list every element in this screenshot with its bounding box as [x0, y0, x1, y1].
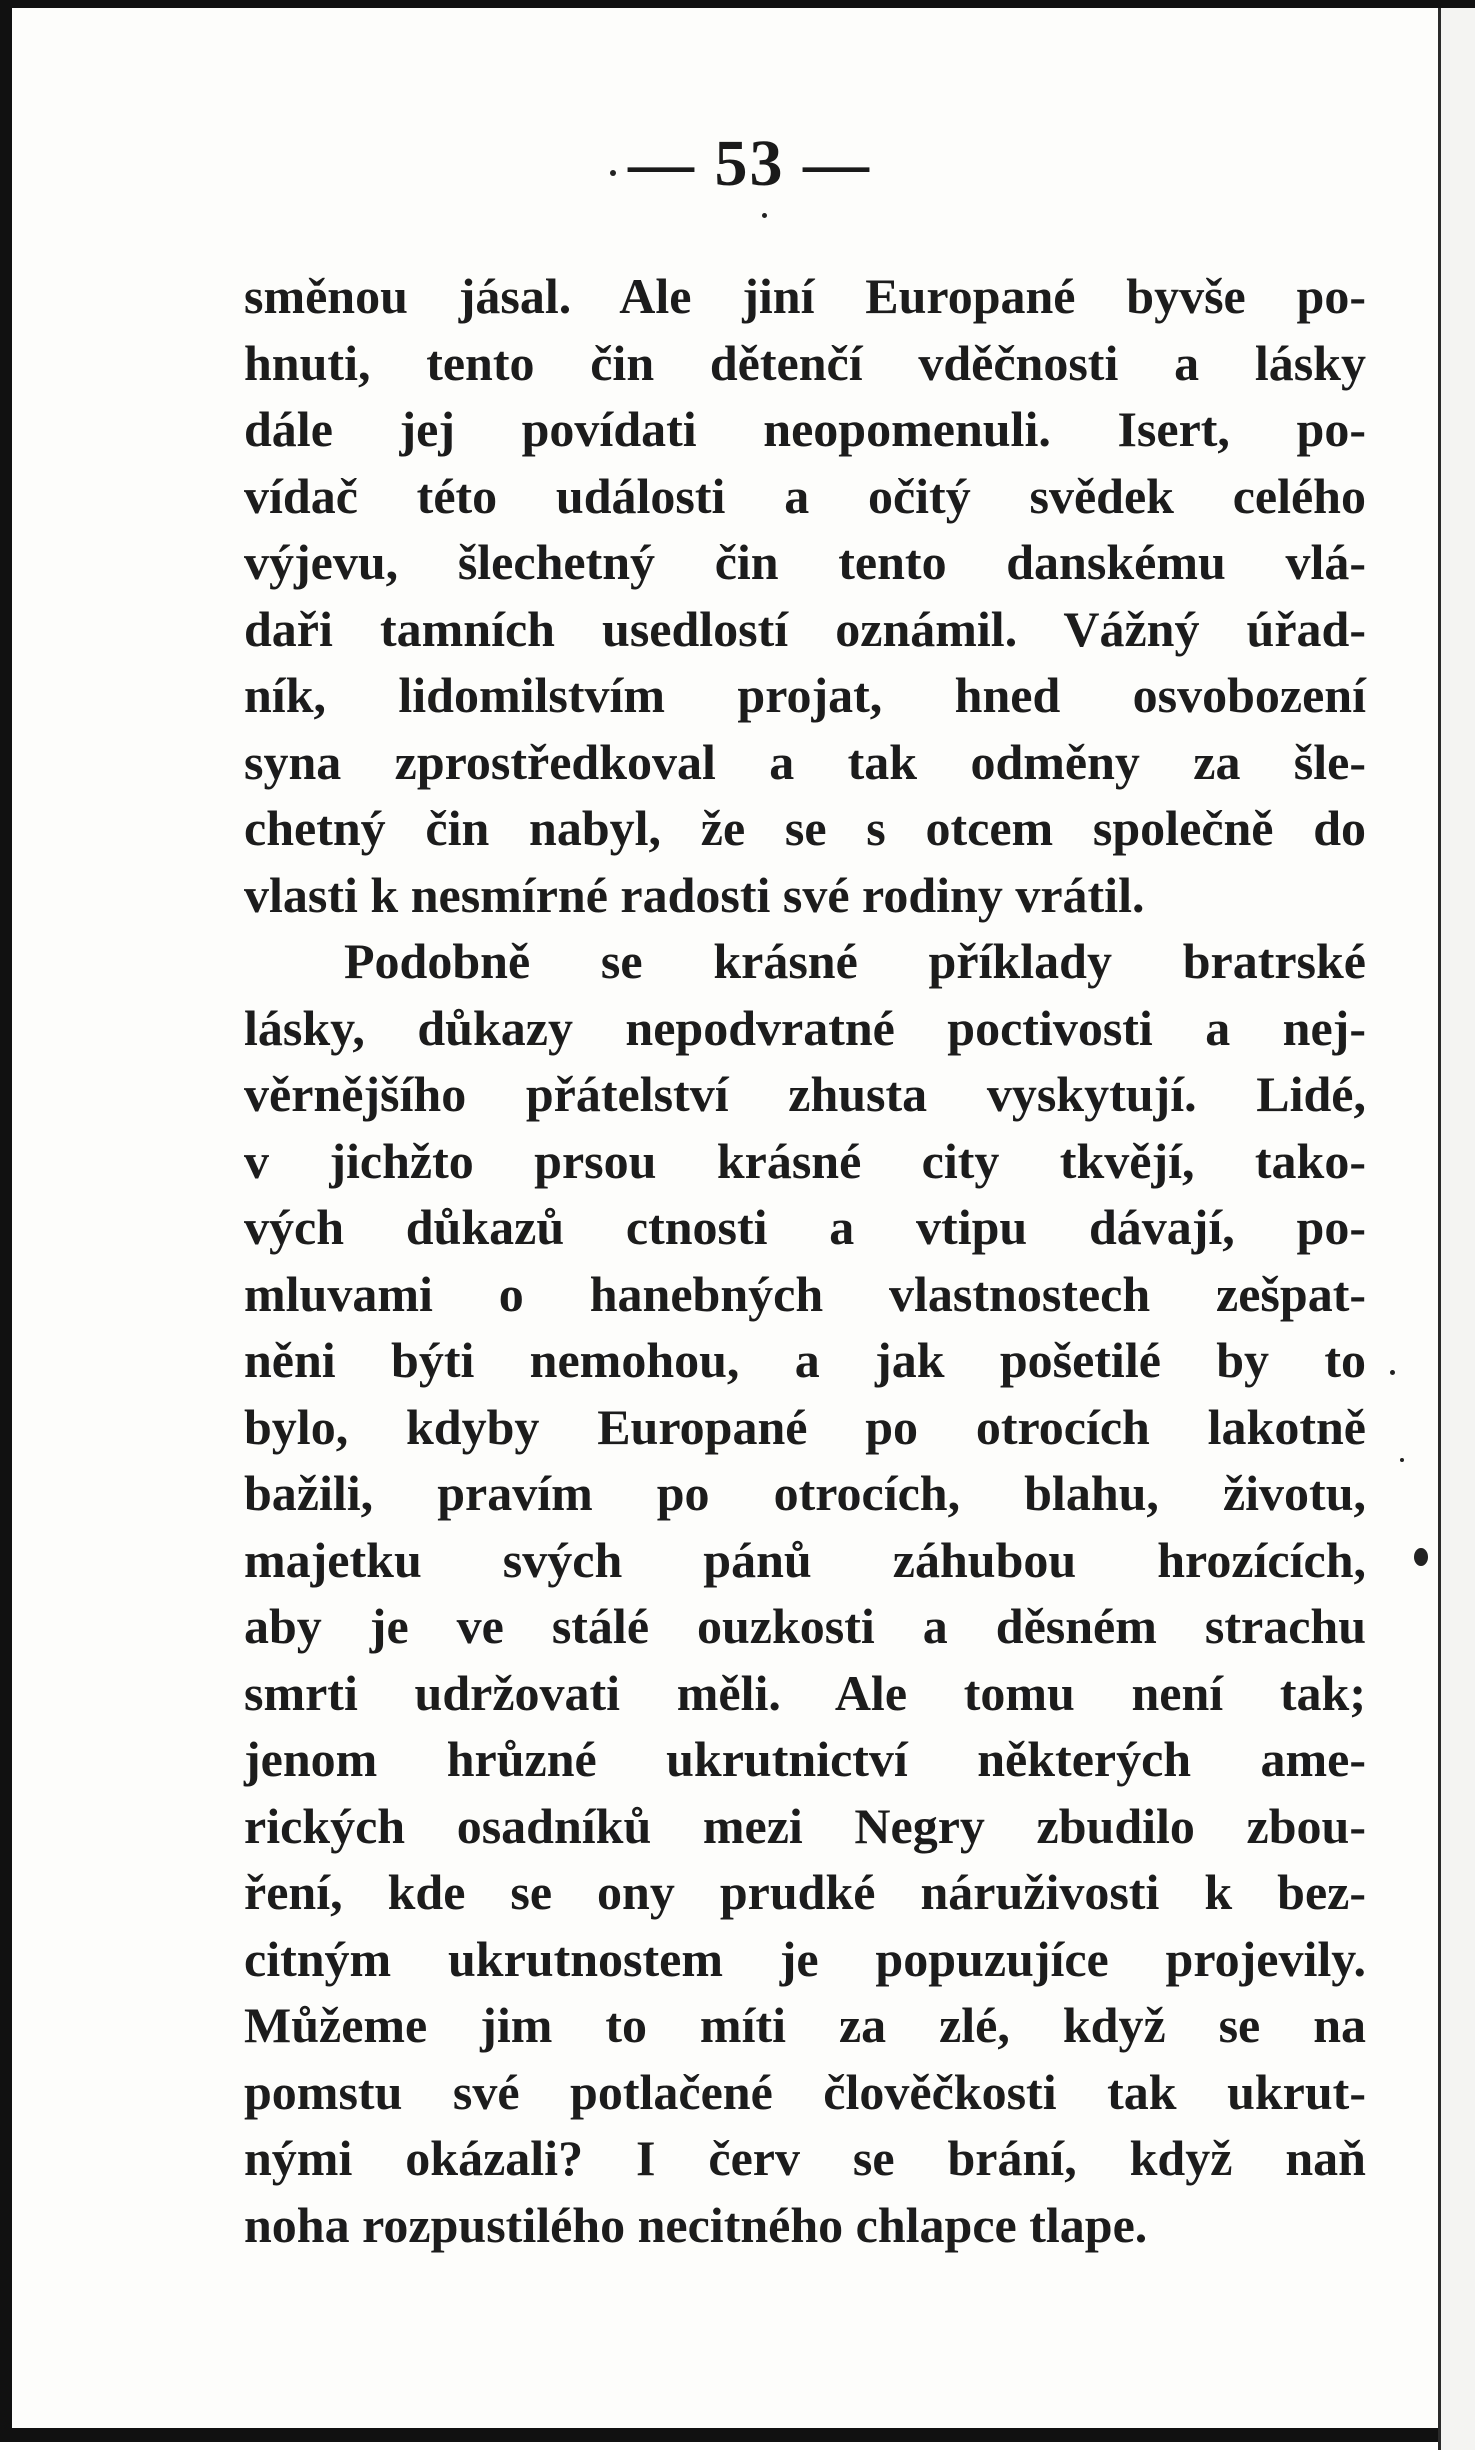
text-line: bylo, kdyby Europané po otrocích lakotně [244, 1398, 1366, 1455]
text-line: majetku svých pánů záhubou hrozících, [244, 1531, 1366, 1588]
text-line: chetný čin nabyl, že se s otcem společně do [244, 800, 1366, 856]
text-line: mluvami o hanebných vlastnostech zešpat- [244, 1265, 1366, 1322]
text-line: směnou jásal. Ale jiní Europané byvše po- [244, 268, 1366, 324]
text-line: pomstu své potlačené člověčkosti tak ukrut- [244, 2063, 1366, 2120]
ink-speck [1414, 1548, 1428, 1566]
text-line: vídač této události a očitý svědek celého [244, 467, 1366, 524]
text-line: aby je ve stálé ouzkosti a děsném strachu [244, 1598, 1366, 1654]
text-line: vých důkazů ctnosti a vtipu dávají, po- [244, 1199, 1366, 1255]
text-line: v jichžto prsou krásné city tkvějí, tako- [244, 1132, 1366, 1189]
text-line: rických osadníků mezi Negry zbudilo zbou- [244, 1797, 1366, 1854]
ink-speck [610, 170, 616, 176]
text-line: daři tamních usedlostí oznámil. Vážný úřad- [244, 600, 1366, 657]
text-line: noha rozpustilého necitného chlapce tlape. [244, 2196, 1148, 2253]
text-line: Můžeme jim to míti za zlé, když se na [244, 1997, 1366, 2053]
ink-speck [1400, 1458, 1404, 1462]
page-right-edge [1438, 8, 1475, 2450]
text-line: věrnějšího přátelství zhusta vyskytují. Lidé, [244, 1066, 1366, 1122]
ink-speck [762, 213, 767, 218]
ink-speck [1390, 1370, 1395, 1375]
text-line: citným ukrutnostem je popuzujíce projevily. [244, 1930, 1366, 1987]
text-line: ník, lidomilstvím projat, hned osvobození [244, 667, 1366, 723]
text-line: syna zprostředkoval a tak odměny za šle- [244, 733, 1366, 790]
paragraph-start-line: Podobně se krásné příklady bratrské [344, 933, 1366, 989]
text-line: dále jej povídati neopomenuli. Isert, po- [244, 401, 1366, 457]
text-line: ření, kde se ony prudké náruživosti k bez- [244, 1864, 1366, 1920]
text-line: nými okázali? I červ se brání, když naň [244, 2130, 1366, 2186]
text-line: vlasti k nesmírné radosti své rodiny vrátil. [244, 866, 1145, 923]
text-line: lásky, důkazy nepodvratné poctivosti a nej- [244, 999, 1366, 1056]
page-number: — 53 — [628, 127, 871, 200]
text-line: smrti udržovati měli. Ale tomu není tak; [244, 1664, 1366, 1721]
text-line: něni býti nemohou, a jak pošetilé by to [244, 1332, 1366, 1388]
body-text [244, 263, 1366, 2258]
text-line: jenom hrůzné ukrutnictví některých ame- [244, 1731, 1366, 1787]
text-line: bažili, pravím po otrocích, blahu, životu, [244, 1465, 1366, 1521]
text-line: hnuti, tento čin dětenčí vděčnosti a lásky [244, 334, 1366, 391]
text-line: výjevu, šlechetný čin tento danskému vlá- [244, 534, 1366, 590]
